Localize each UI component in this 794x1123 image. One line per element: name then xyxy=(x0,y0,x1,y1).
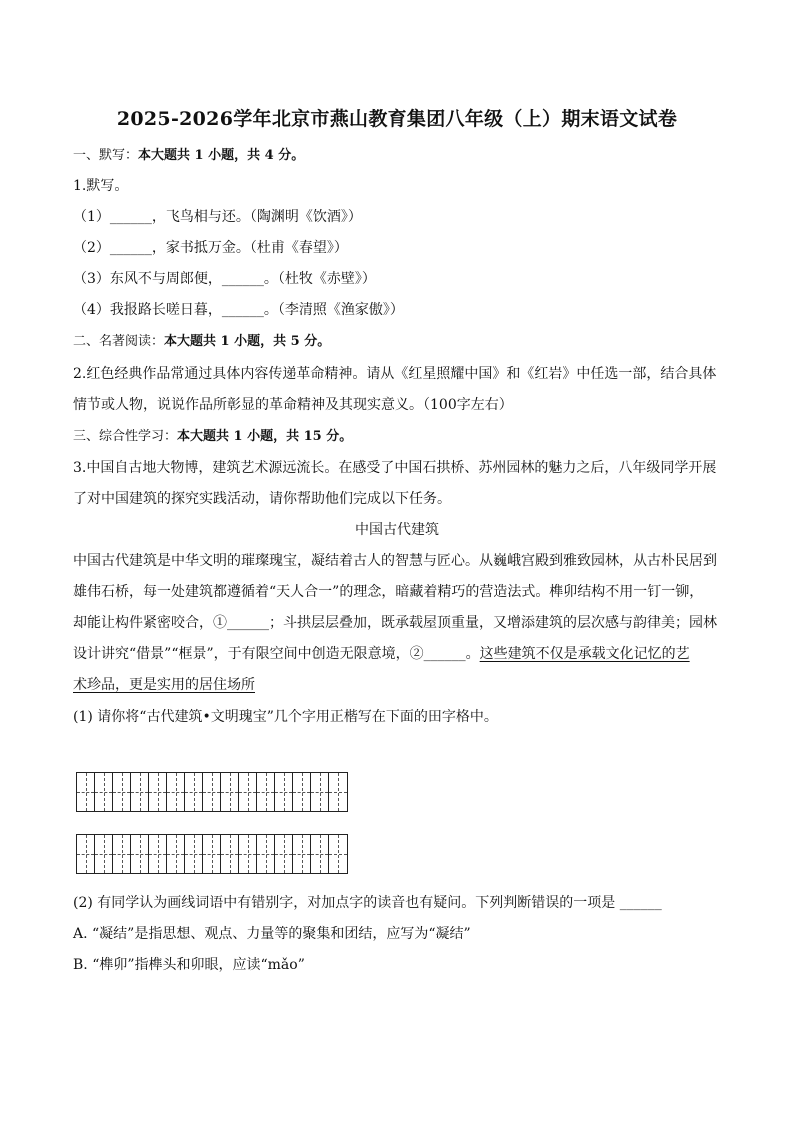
tianzige-grid-row-2[interactable] xyxy=(76,834,348,874)
tianzige-grid-row-1[interactable] xyxy=(76,772,348,812)
grid-cell[interactable] xyxy=(329,835,347,873)
passage-line-5 xyxy=(73,675,723,695)
passage-line-4 xyxy=(73,644,723,664)
q1-item-2: （2）______，家书抵万金。（杜甫《春望》） xyxy=(73,240,348,256)
grid-cell[interactable] xyxy=(311,835,329,873)
section-1-desc: 本大题共 1 小题，共 4 分。 xyxy=(138,148,305,163)
passage-line-1: 中国古代建筑是中华文明的璀璨瑰宝，凝结着古人的智慧与匠心。从巍峨宫殿到雅致园林，从古朴民居到 xyxy=(73,553,717,569)
grid-cell[interactable] xyxy=(203,835,221,873)
grid-cell[interactable] xyxy=(149,835,167,873)
grid-cell[interactable] xyxy=(293,835,311,873)
passage-title: 中国古代建筑 xyxy=(355,522,439,538)
section-2-heading xyxy=(73,332,723,352)
grid-cell[interactable] xyxy=(113,835,131,873)
sub-question-1: (1) 请你将“古代建筑•文明瑰宝”几个字用正楷写在下面的田字格中。 xyxy=(73,709,498,725)
grid-cell[interactable] xyxy=(77,773,95,811)
grid-cell[interactable] xyxy=(221,773,239,811)
grid-cell[interactable] xyxy=(167,835,185,873)
underlined-phrase-part-2: 术珍品，更是实用的居住场所 xyxy=(73,677,255,693)
section-1-head: 一、默写： xyxy=(73,148,139,163)
grid-cell[interactable] xyxy=(185,773,203,811)
q3-line-2: 了对中国建筑的探究实践活动，请你帮助他们完成以下任务。 xyxy=(73,491,451,507)
grid-cell[interactable] xyxy=(293,773,311,811)
q2-line-1: 2.红色经典作品常通过具体内容传递革命精神。请从《红星照耀中国》和《红岩》中任选一部，结合具体 xyxy=(73,366,717,382)
q1-item-1: （1）______，飞鸟相与还。（陶渊明《饮酒》） xyxy=(73,209,362,225)
section-3-desc: 本大题共 1 小题，共 15 分。 xyxy=(177,429,353,444)
sub-question-2: (2) 有同学认为画线词语中有错别字，对加点字的读音也有疑问。下列判断错误的一项是 ______ xyxy=(73,895,662,911)
q1-stem: 1.默写。 xyxy=(73,178,129,194)
option-b: B. “榫卯”指榫头和卯眼，应读“mǎo” xyxy=(73,957,305,973)
grid-cell[interactable] xyxy=(95,835,113,873)
grid-cell[interactable] xyxy=(221,835,239,873)
passage-line-4-text: 设计讲究“借景”“框景”，于有限空间中创造无限意境，②______。 xyxy=(73,646,480,662)
passage-line-3: 却能让构件紧密咬合，①______；斗拱层层叠加，既承载屋顶重量，又增添建筑的层次感与韵律美；园林 xyxy=(73,615,717,631)
grid-cell[interactable] xyxy=(95,773,113,811)
q3-line-1: 3.中国自古地大物博，建筑艺术源远流长。在感受了中国石拱桥、苏州园林的魅力之后，八年级同学开展 xyxy=(73,460,717,476)
grid-cell[interactable] xyxy=(329,773,347,811)
section-3-head: 三、综合性学习： xyxy=(73,429,178,444)
q2-line-2: 情节或人物，说说作品所彰显的革命精神及其现实意义。（100字左右） xyxy=(73,397,513,413)
grid-cell[interactable] xyxy=(131,835,149,873)
underlined-phrase-part-1: 这些建筑不仅是承载文化记忆的艺 xyxy=(479,646,690,662)
section-1-heading xyxy=(73,146,723,166)
grid-cell[interactable] xyxy=(131,773,149,811)
section-2-desc: 本大题共 1 小题，共 5 分。 xyxy=(164,334,331,349)
grid-cell[interactable] xyxy=(275,773,293,811)
grid-cell[interactable] xyxy=(239,835,257,873)
section-3-heading xyxy=(73,427,723,447)
grid-cell[interactable] xyxy=(239,773,257,811)
grid-cell[interactable] xyxy=(203,773,221,811)
grid-cell[interactable] xyxy=(185,835,203,873)
grid-cell[interactable] xyxy=(257,835,275,873)
grid-cell[interactable] xyxy=(167,773,185,811)
q1-item-3: （3）东风不与周郎便，______。（杜牧《赤壁》） xyxy=(73,271,376,287)
q1-item-4: （4）我报路长嗟日暮，______。（李清照《渔家傲》） xyxy=(73,302,404,318)
grid-cell[interactable] xyxy=(257,773,275,811)
passage-line-2: 雄伟石桥，每一处建筑都遵循着“天人合一”的理念，暗藏着精巧的营造法式。榫卯结构不用一钉一铆， xyxy=(73,584,704,600)
grid-cell[interactable] xyxy=(275,835,293,873)
grid-cell[interactable] xyxy=(77,835,95,873)
grid-cell[interactable] xyxy=(311,773,329,811)
option-a: A. “凝结”是指思想、观点、力量等的聚集和团结，应写为“凝结” xyxy=(73,926,471,942)
section-2-head: 二、名著阅读： xyxy=(73,334,165,349)
grid-cell[interactable] xyxy=(149,773,167,811)
exam-title: 2025-2026学年北京市燕山教育集团八年级（上）期末语文试卷 xyxy=(116,108,678,130)
grid-cell[interactable] xyxy=(113,773,131,811)
